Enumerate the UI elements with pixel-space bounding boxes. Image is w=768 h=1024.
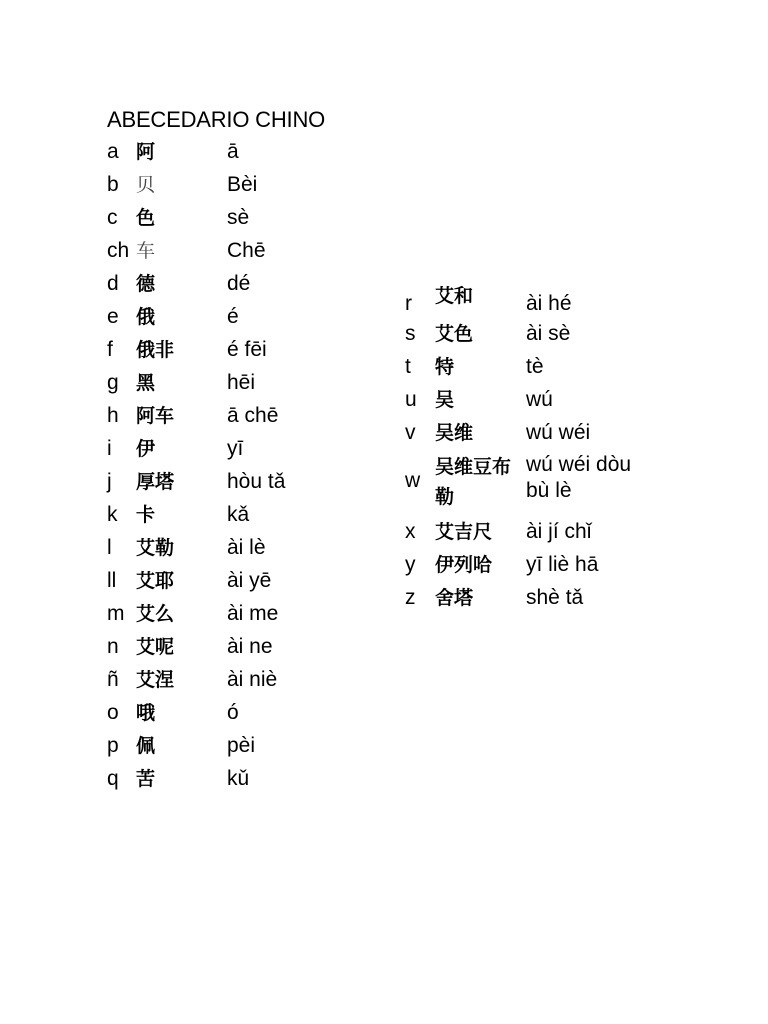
pinyin: wú [526, 388, 553, 411]
latin-letter: h [107, 404, 119, 427]
chinese-characters: 艾耶 [136, 570, 175, 592]
pinyin: ài ne [227, 635, 273, 658]
pinyin: hēi [227, 371, 256, 394]
latin-letter: f [107, 338, 113, 361]
chinese-characters: 吴维豆布勒 [435, 456, 512, 508]
pinyin: pèi [227, 734, 256, 757]
pinyin: tè [526, 355, 544, 378]
chinese-characters: 德 [136, 273, 156, 295]
pinyin: yī [227, 437, 244, 460]
latin-letter: i [107, 437, 112, 460]
chinese-characters: 卡 [136, 504, 156, 526]
chinese-characters: 俄非 [136, 339, 175, 361]
chinese-characters: 艾和 [435, 285, 474, 307]
chinese-characters: 艾吉尺 [435, 521, 493, 543]
latin-letter: b [107, 173, 119, 196]
latin-letter: z [405, 586, 416, 609]
chinese-characters: 舍塔 [435, 587, 474, 609]
pinyin: é fēi [227, 338, 267, 361]
latin-letter: o [107, 701, 119, 724]
chinese-characters: 俄 [136, 306, 156, 328]
latin-letter: m [107, 602, 125, 625]
latin-letter: ch [107, 239, 130, 262]
chinese-characters: 艾勒 [136, 537, 175, 559]
chinese-characters: 阿车 [136, 405, 175, 427]
latin-letter: e [107, 305, 119, 328]
chinese-characters: 伊列哈 [435, 554, 493, 576]
pinyin: sè [227, 206, 250, 229]
pinyin: ài jí chǐ [526, 520, 592, 543]
pinyin: ài me [227, 602, 279, 625]
chinese-characters: 佩 [136, 735, 156, 757]
chinese-characters: 艾么 [136, 603, 175, 625]
latin-letter: x [405, 520, 416, 543]
pinyin: hòu tǎ [227, 470, 286, 493]
latin-letter: n [107, 635, 119, 658]
chinese-characters: 哦 [136, 702, 156, 724]
chinese-characters: 苦 [136, 768, 156, 790]
chinese-characters: 吴维 [435, 422, 474, 444]
pinyin: dé [227, 272, 251, 295]
latin-letter: d [107, 272, 119, 295]
latin-letter: l [107, 536, 112, 559]
latin-letter: s [405, 322, 416, 345]
latin-letter: ll [107, 569, 117, 592]
chinese-characters: 贝 [136, 174, 156, 196]
pinyin: shè tǎ [526, 586, 584, 609]
latin-letter: ñ [107, 668, 119, 691]
latin-letter: v [405, 421, 416, 444]
pinyin: ài sè [526, 322, 571, 345]
latin-letter: p [107, 734, 119, 757]
pinyin: ài hé [526, 292, 572, 315]
pinyin: ài niè [227, 668, 278, 691]
latin-letter: k [107, 503, 118, 526]
latin-letter: w [405, 469, 421, 492]
chinese-characters: 厚塔 [136, 471, 175, 493]
pinyin: Bèi [227, 173, 258, 196]
chinese-characters: 车 [136, 240, 156, 262]
pinyin: wú wéi [526, 421, 591, 444]
pinyin: é [227, 305, 239, 328]
pinyin: ā [227, 140, 239, 163]
latin-letter: y [405, 553, 416, 576]
pinyin: yī liè hā [526, 553, 599, 576]
pinyin: Chē [227, 239, 266, 262]
latin-letter: t [405, 355, 411, 378]
latin-letter: r [405, 292, 412, 315]
chinese-characters: 伊 [136, 438, 156, 460]
chinese-characters: 艾涅 [136, 669, 175, 691]
pinyin: ài lè [227, 536, 266, 559]
chinese-characters: 色 [136, 207, 156, 229]
pinyin: ā chē [227, 404, 279, 427]
chinese-characters: 阿 [136, 141, 156, 163]
pinyin: ó [227, 701, 239, 724]
pinyin: wú wéi dòu bù lè [526, 453, 632, 502]
latin-letter: g [107, 371, 119, 394]
page-title: ABECEDARIO CHINO [107, 107, 326, 132]
latin-letter: q [107, 767, 119, 790]
chinese-characters: 艾色 [435, 323, 474, 345]
latin-letter: u [405, 388, 417, 411]
pinyin: ài yē [227, 569, 272, 592]
latin-letter: c [107, 206, 118, 229]
chinese-characters: 黑 [136, 372, 156, 394]
pinyin: kǔ [227, 767, 250, 790]
chinese-characters: 艾呢 [136, 636, 175, 658]
chinese-characters: 吴 [435, 389, 455, 411]
latin-letter: j [107, 470, 112, 493]
latin-letter: a [107, 140, 119, 163]
chinese-characters: 特 [435, 356, 455, 378]
pinyin: kǎ [227, 503, 250, 526]
